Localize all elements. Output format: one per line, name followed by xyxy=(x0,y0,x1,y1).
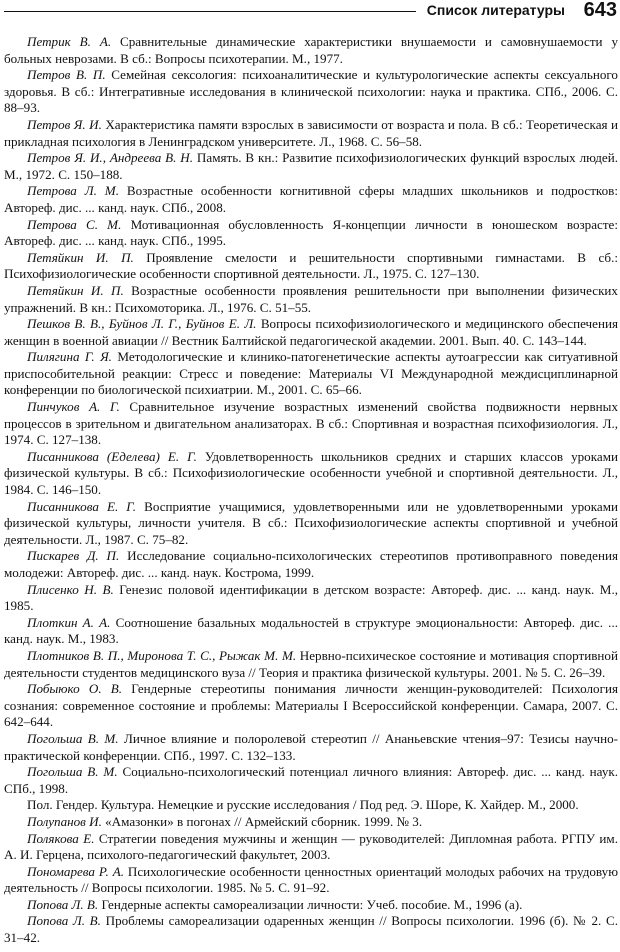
entry-text: Стратегии поведения мужчины и женщин — руководителей: Дипломная работа. РГПУ им. А. И. Герцена, психолого-педагогический факультет, 2003. xyxy=(4,830,618,863)
entry-author: Попова Л. В. xyxy=(27,913,101,929)
bibliography-entry xyxy=(4,814,618,831)
entry-text: Нервно-психическое состояние и мотивация спортивной деятельности студентов медицинского вуза // Теория и практика физической культуры. 2001. № 5. С. 26–39. xyxy=(4,647,618,680)
entry-text: «Амазонки» в погонах // Армейский сборник. 1999. № 3. xyxy=(101,813,423,829)
entry-text: Семейная сексология: психоаналитические и культурологические аспекты сексуального здоровья. В сб.: Интегративные исследования в клинической психологии: наука и практика. СПб., 2006. С. 88–93. xyxy=(4,67,618,116)
entry-author: Плоткин А. А. xyxy=(27,614,111,630)
running-head xyxy=(0,0,620,26)
entry-author: Полякова Е. xyxy=(27,830,95,846)
entry-author: Пилягина Г. Я. xyxy=(27,349,112,365)
entry-text: Психологические особенности ценностных ориентаций молодых рабочих на трудовую деятельность // Вопросы психологии. 1985. № 5. С. 91–92. xyxy=(4,863,618,896)
entry-author: Петрова Л. М. xyxy=(27,183,119,199)
entry-text: Сравнительное изучение возрастных изменений свойства подвижности нервных процессов в зрительном и двигательном анализаторах. В сб.: Спортивная и возрастная психофизиология. Л., 1974. С. 127–138. xyxy=(4,399,619,448)
entry-author: Полупанов И. xyxy=(27,813,102,829)
bibliography-entry xyxy=(4,283,618,316)
bibliography-list xyxy=(4,34,618,947)
entry-text: Личное влияние и полоролевой стереотип // Ананьевские чтения–97: Тезисы научно-практической конференции. СПб., 1997. С. 132–133. xyxy=(4,730,618,763)
bibliography-entry xyxy=(4,67,618,117)
entry-text: Проявление смелости и решительности спортивными гимнастами. В сб.: Психофизиологические особенности спортивной деятельности. Л., 1975. С. 127–130. xyxy=(4,249,618,282)
bibliography-entry xyxy=(4,615,618,648)
entry-text: Вопросы психофизиологического и медицинского обеспечения женщин в военной авиации // Вестник Балтийской педагогической академии. 2001. Вып. 40. С. 143–144. xyxy=(4,316,618,348)
entry-text: Удовлетворенность школьников средних и старших классов уроками физической культуры. В сб.: Психофизиологические особенности учебной и спортивной деятельности. Л., 1984. С. 146–150. xyxy=(4,448,618,498)
bibliography-entry xyxy=(4,183,618,216)
bibliography-entry xyxy=(4,499,618,549)
entry-text: Методологические и клинико-патогенетические аспекты аутоагрессии как ситуативной приспособительной реакции: Стресс и поведение: Материалы VI Международной междисциплинарной конференции по биологической психиатрии. М., 2001. С. 65–66. xyxy=(4,349,618,398)
entry-text: Генезис половой идентификации в детском возрасте: Автореф. дис. ... канд. наук. М., 1985. xyxy=(4,581,618,614)
bibliography-entry xyxy=(4,797,618,814)
entry-author: Пешков В. В., Буйнов Л. Г., Буйнов Е. Л. xyxy=(27,316,257,332)
bibliography-entry xyxy=(4,648,618,681)
entry-text: Соотношение базальных модальностей в структуре эмоциональности: Автореф. дис. ... канд. наук. М., 1983. xyxy=(4,614,618,647)
entry-author: Плотников В. П., Миронова Т. С., Рыжак М. М. xyxy=(27,647,297,663)
bibliography-entry xyxy=(4,217,618,250)
bibliography-entry xyxy=(4,117,618,150)
bibliography-entry xyxy=(4,449,618,499)
entry-text: Возрастные особенности проявления решительности при выполнении физических упражнений. В кн.: Психомоторика. Л., 1976. С. 51–55. xyxy=(4,282,618,315)
entry-author: Петров Я. И. xyxy=(27,116,102,132)
entry-text: Гендерные аспекты самореализации личности: Учеб. пособие. М., 1996 (а). xyxy=(98,896,523,912)
bibliography-entry xyxy=(4,150,618,183)
entry-author: Петрова С. М. xyxy=(27,216,122,232)
bibliography-entry xyxy=(4,582,618,615)
entry-author: Пискарев Д. П. xyxy=(27,548,120,564)
entry-author: Петяйкин И. П. xyxy=(27,249,134,265)
entry-text: Пол. Гендер. Культура. Немецкие и русские исследования / Под ред. Э. Шоре, К. Хайдер. М., 2000. xyxy=(27,797,579,813)
entry-author: Попова Л. В. xyxy=(27,896,99,912)
entry-text: Гендерные стереотипы понимания личности женщин-руководителей: Психология сознания: современное состояние и проблемы: Материалы I Всероссийской конференции. Самара, 2007. С. 642–644. xyxy=(4,681,618,730)
entry-author: Петрик В. А. xyxy=(27,34,112,49)
entry-author: Петров В. П. xyxy=(27,67,106,83)
bibliography-entry xyxy=(4,548,618,581)
entry-author: Петяйкин И. П. xyxy=(27,282,124,298)
bibliography-entry xyxy=(4,349,618,399)
entry-author: Писанникова Е. Г. xyxy=(27,498,137,514)
entry-text: Восприятие учащимися, удовлетворенными или не удовлетворенными уроками физической культуры, личности учителя. В сб.: Психофизиологические аспекты спортивной и учебной деятельности. Л., 1987. С. 75–82. xyxy=(4,498,618,547)
bibliography-entry xyxy=(4,731,618,764)
bibliography-entry xyxy=(4,250,618,283)
entry-author: Погольша В. М. xyxy=(27,764,118,780)
entry-author: Побыюко О. В. xyxy=(27,681,123,697)
entry-text: Исследование социально-психологических стереотипов противоправного поведения молодежи: Автореф. дис. ... канд. наук. Кострома, 1999. xyxy=(4,548,618,580)
bibliography-entry xyxy=(4,764,618,797)
entry-author: Пинчуков А. Г. xyxy=(27,399,120,415)
bibliography-entry xyxy=(4,316,618,349)
entry-author: Петров Я. И., Андреева В. Н. xyxy=(27,150,194,166)
bibliography-entry xyxy=(4,831,618,864)
section-title: Список литературы xyxy=(426,2,565,18)
entry-text: Возрастные особенности когнитивной сферы младших школьников и подростков: Автореф. дис. ... канд. наук. СПб., 2008. xyxy=(4,183,618,215)
entry-text: Проблемы самореализации одаренных женщин // Вопросы психологии. 1996 (б). № 2. С. 31–42. xyxy=(4,913,618,946)
page-number: 643 xyxy=(583,0,617,21)
entry-author: Плисенко Н. В. xyxy=(27,581,114,597)
entry-author: Погольша В. М. xyxy=(27,730,119,746)
entry-text: Сравнительные динамические характеристики внушаемости и самовнушаемости у больных неврозами. В сб.: Вопросы психотерапии. М., 1977. xyxy=(4,34,618,66)
entry-text: Социально-психологический потенциал личного влияния: Автореф. дис. ... канд. наук. СПб., 1998. xyxy=(4,764,619,796)
header-rule xyxy=(4,11,416,12)
bibliography-entry xyxy=(4,897,618,914)
bibliography-entry xyxy=(4,399,618,449)
entry-author: Писанникова (Еделева) Е. Г. xyxy=(27,448,197,464)
entry-author: Пономарева Р. А. xyxy=(27,863,124,879)
bibliography-entry xyxy=(4,34,618,67)
bibliography-entry xyxy=(4,681,618,731)
bibliography-entry xyxy=(4,864,618,897)
entry-text: Мотивационная обусловленность Я-концепции личности в юношеском возрасте: Автореф. дис. ... канд. наук. СПб., 1995. xyxy=(4,216,619,249)
bibliography-entry xyxy=(4,913,618,946)
entry-text: Память. В кн.: Развитие психофизиологических функций взрослых людей. М., 1972. С. 150–188. xyxy=(4,150,618,182)
entry-text: Характеристика памяти взрослых в зависимости от возраста и пола. В сб.: Теоретическая и прикладная психология в Ленинградском университете. Л., 1968. С. 56–58. xyxy=(4,116,618,149)
